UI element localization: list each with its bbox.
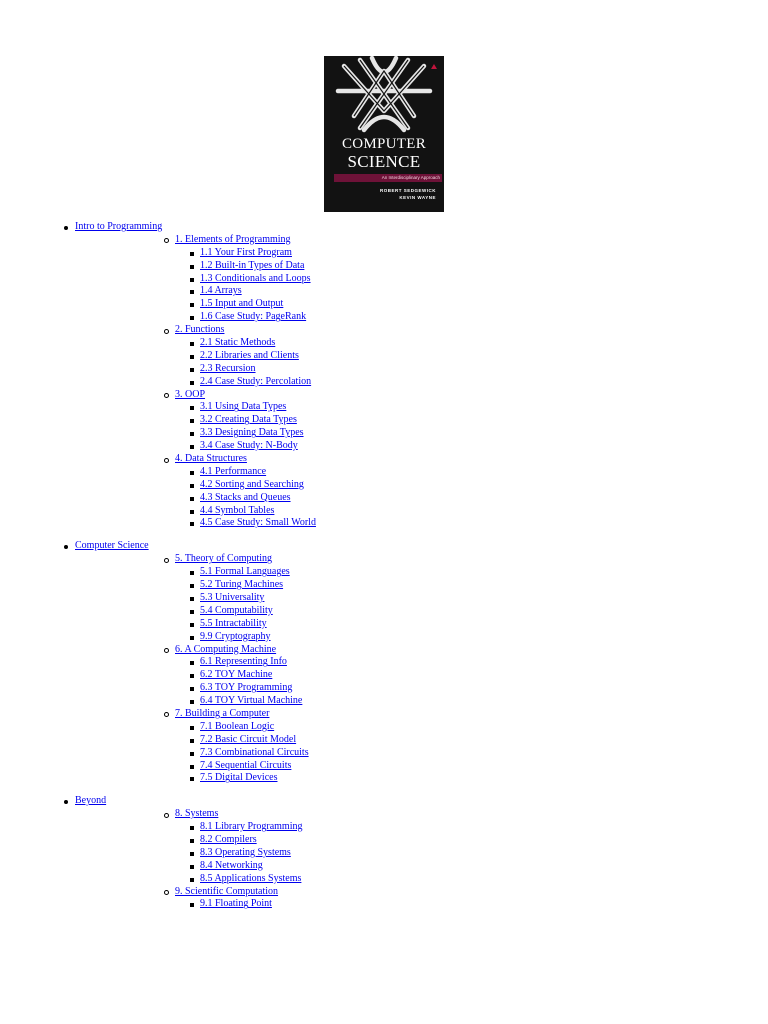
toc-section-list <box>75 721 768 785</box>
section-link[interactable]: 2.2 Libraries and Clients <box>200 349 299 361</box>
toc-section-list <box>75 247 768 324</box>
chapter-link[interactable]: 1. Elements of Programming <box>175 233 291 245</box>
toc-chapter <box>75 234 768 324</box>
toc-section <box>75 517 768 530</box>
toc-section <box>75 376 768 389</box>
square-bullet-icon <box>190 406 194 410</box>
square-bullet-icon <box>190 355 194 359</box>
toc-section <box>75 605 768 618</box>
cover-subtitle: An Interdisciplinary Approach <box>334 174 442 182</box>
toc-part-list <box>0 221 768 911</box>
section-link[interactable]: 8.4 Networking <box>200 859 263 871</box>
toc-chapter-list <box>0 234 768 530</box>
toc-section-list <box>75 401 768 453</box>
section-link[interactable]: 1.6 Case Study: PageRank <box>200 311 307 323</box>
toc-section <box>75 479 768 492</box>
circle-bullet-icon <box>164 648 169 653</box>
chapter-link[interactable]: 2. Functions <box>175 324 225 336</box>
circle-bullet-icon <box>164 458 169 463</box>
square-bullet-icon <box>190 278 194 282</box>
square-bullet-icon <box>190 903 194 907</box>
square-bullet-icon <box>190 597 194 601</box>
circle-bullet-icon <box>164 238 169 243</box>
cover-author-2: KEVIN WAYNE <box>399 195 436 200</box>
toc-section <box>75 298 768 311</box>
toc-section <box>75 566 768 579</box>
square-bullet-icon <box>190 290 194 294</box>
part-link[interactable]: Intro to Programming <box>75 221 163 232</box>
toc-section <box>75 427 768 440</box>
toc-section <box>75 466 768 479</box>
square-bullet-icon <box>190 510 194 514</box>
square-bullet-icon <box>190 726 194 730</box>
square-bullet-icon <box>190 316 194 320</box>
toc-section <box>75 631 768 644</box>
toc-section <box>75 363 768 376</box>
section-link[interactable]: 3.4 Case Study: N-Body <box>200 440 298 452</box>
square-bullet-icon <box>190 471 194 475</box>
section-link[interactable]: 2.1 Static Methods <box>200 337 276 349</box>
section-link[interactable]: 7.4 Sequential Circuits <box>200 759 292 771</box>
toc-section <box>75 337 768 350</box>
toc-section <box>75 273 768 286</box>
toc-section <box>75 734 768 747</box>
toc-section <box>75 505 768 518</box>
toc-section <box>75 618 768 631</box>
section-link[interactable]: 7.2 Basic Circuit Model <box>200 733 297 745</box>
toc-section <box>75 260 768 273</box>
section-link[interactable]: 5.5 Intractability <box>200 617 267 629</box>
table-of-contents <box>0 221 768 911</box>
circle-bullet-icon <box>164 558 169 563</box>
section-link[interactable]: 7.1 Boolean Logic <box>200 720 275 732</box>
toc-section <box>75 492 768 505</box>
section-link[interactable]: 4.2 Sorting and Searching <box>200 478 304 490</box>
chapter-link[interactable]: 7. Building a Computer <box>175 707 270 719</box>
circle-bullet-icon <box>164 329 169 334</box>
square-bullet-icon <box>190 623 194 627</box>
section-link[interactable]: 1.3 Conditionals and Loops <box>200 272 311 284</box>
square-bullet-icon <box>190 497 194 501</box>
square-bullet-icon <box>190 852 194 856</box>
section-link[interactable]: 4.3 Stacks and Queues <box>200 491 291 503</box>
circle-bullet-icon <box>164 712 169 717</box>
square-bullet-icon <box>190 571 194 575</box>
circle-bullet-icon <box>164 813 169 818</box>
toc-section-list <box>75 466 768 530</box>
section-link[interactable]: 1.5 Input and Output <box>200 298 284 310</box>
square-bullet-icon <box>190 687 194 691</box>
square-bullet-icon <box>190 252 194 256</box>
toc-chapter <box>75 553 768 643</box>
toc-section <box>75 721 768 734</box>
toc-section <box>75 414 768 427</box>
circle-bullet-icon <box>164 890 169 895</box>
section-link[interactable]: 3.2 Creating Data Types <box>200 414 297 426</box>
toc-section <box>75 440 768 453</box>
square-bullet-icon <box>190 700 194 704</box>
toc-section <box>75 898 768 911</box>
section-link[interactable]: 1.2 Built-in Types of Data <box>200 259 305 271</box>
square-bullet-icon <box>190 432 194 436</box>
part-spacer <box>0 785 768 795</box>
section-link[interactable]: 5.1 Formal Languages <box>200 566 290 578</box>
toc-section-list <box>75 566 768 643</box>
square-bullet-icon <box>190 661 194 665</box>
toc-chapter <box>75 324 768 388</box>
square-bullet-icon <box>190 584 194 588</box>
section-link[interactable]: 1.4 Arrays <box>200 285 242 297</box>
section-link[interactable]: 5.4 Computability <box>200 604 273 616</box>
section-link[interactable]: 7.3 Combinational Circuits <box>200 746 309 758</box>
part-link[interactable]: Computer Science <box>75 540 149 552</box>
section-link[interactable]: 1.1 Your First Program <box>200 246 292 258</box>
toc-section-list <box>75 337 768 389</box>
toc-section <box>75 873 768 886</box>
square-bullet-icon <box>190 674 194 678</box>
toc-section <box>75 401 768 414</box>
toc-chapter-list <box>0 808 768 911</box>
cover-title-line1: COMPUTER <box>341 136 427 152</box>
toc-section <box>75 247 768 260</box>
toc-section <box>75 285 768 298</box>
square-bullet-icon <box>190 368 194 372</box>
toc-section <box>75 592 768 605</box>
section-link[interactable]: 6.2 TOY Machine <box>200 669 273 681</box>
section-link[interactable]: 9.1 Floating Point <box>200 898 272 910</box>
section-link[interactable]: 8.5 Applications Systems <box>200 872 302 884</box>
disc-bullet-icon <box>64 545 68 549</box>
toc-section <box>75 656 768 669</box>
toc-section <box>75 847 768 860</box>
section-link[interactable]: 8.2 Compilers <box>200 833 257 845</box>
square-bullet-icon <box>190 265 194 269</box>
section-link[interactable]: 8.1 Library Programming <box>200 821 303 833</box>
part-spacer <box>0 530 768 540</box>
section-link[interactable]: 8.3 Operating Systems <box>200 846 291 858</box>
toc-chapter <box>75 644 768 708</box>
section-link[interactable]: 6.1 Representing Info <box>200 656 287 668</box>
cover-author-1: ROBERT SEDGEWICK <box>379 188 436 193</box>
section-link[interactable]: 3.1 Using Data Types <box>200 401 287 413</box>
section-link[interactable]: 4.5 Case Study: Small World <box>200 517 316 529</box>
section-link[interactable]: 3.3 Designing Data Types <box>200 427 304 439</box>
toc-section <box>75 760 768 773</box>
toc-section <box>75 834 768 847</box>
toc-section <box>75 747 768 760</box>
square-bullet-icon <box>190 419 194 423</box>
square-bullet-icon <box>190 752 194 756</box>
toc-part <box>0 221 768 540</box>
toc-section <box>75 682 768 695</box>
toc-section-list <box>75 821 768 885</box>
chapter-link[interactable]: 8. Systems <box>175 808 219 820</box>
toc-chapter <box>75 708 768 785</box>
section-link[interactable]: 4.4 Symbol Tables <box>200 504 275 516</box>
toc-section <box>75 669 768 682</box>
chapter-link[interactable]: 4. Data Structures <box>175 453 247 465</box>
square-bullet-icon <box>190 484 194 488</box>
toc-section <box>75 579 768 592</box>
toc-chapter <box>75 453 768 530</box>
section-link[interactable]: 4.1 Performance <box>200 465 267 477</box>
toc-chapter <box>75 808 768 885</box>
part-link[interactable]: Beyond <box>75 795 107 807</box>
square-bullet-icon <box>190 739 194 743</box>
cover-title-line2: SCIENCE <box>347 152 421 171</box>
square-bullet-icon <box>190 765 194 769</box>
circle-bullet-icon <box>164 393 169 398</box>
toc-section <box>75 772 768 785</box>
chapter-link[interactable]: 9. Scientific Computation <box>175 885 279 897</box>
square-bullet-icon <box>190 610 194 614</box>
cover-art <box>324 56 444 136</box>
square-bullet-icon <box>190 777 194 781</box>
disc-bullet-icon <box>64 800 68 804</box>
toc-chapter <box>75 389 768 453</box>
toc-section <box>75 350 768 363</box>
book-cover <box>324 56 444 212</box>
toc-chapter-list <box>0 553 768 785</box>
section-link[interactable]: 9.9 Cryptography <box>200 630 271 642</box>
square-bullet-icon <box>190 381 194 385</box>
disc-bullet-icon <box>64 226 68 230</box>
toc-section-list <box>75 656 768 708</box>
chapter-link[interactable]: 3. OOP <box>175 388 206 400</box>
chapter-link[interactable]: 6. A Computing Machine <box>175 643 277 655</box>
square-bullet-icon <box>190 636 194 640</box>
toc-section <box>75 821 768 834</box>
section-link[interactable]: 6.4 TOY Virtual Machine <box>200 695 303 707</box>
toc-section <box>75 860 768 873</box>
square-bullet-icon <box>190 878 194 882</box>
square-bullet-icon <box>190 522 194 526</box>
square-bullet-icon <box>190 826 194 830</box>
chapter-link[interactable]: 5. Theory of Computing <box>175 553 273 565</box>
section-link[interactable]: 5.2 Turing Machines <box>200 579 284 591</box>
section-link[interactable]: 7.5 Digital Devices <box>200 772 278 784</box>
toc-section <box>75 311 768 324</box>
section-link[interactable]: 6.3 TOY Programming <box>200 682 293 694</box>
toc-part <box>0 540 768 795</box>
toc-section <box>75 695 768 708</box>
square-bullet-icon <box>190 865 194 869</box>
square-bullet-icon <box>190 303 194 307</box>
toc-section-list <box>75 898 768 911</box>
square-bullet-icon <box>190 342 194 346</box>
toc-chapter <box>75 886 768 912</box>
square-bullet-icon <box>190 445 194 449</box>
section-link[interactable]: 5.3 Universality <box>200 591 265 603</box>
section-link[interactable]: 2.4 Case Study: Percolation <box>200 375 312 387</box>
square-bullet-icon <box>190 839 194 843</box>
toc-part <box>0 795 768 911</box>
section-link[interactable]: 2.3 Recursion <box>200 362 256 374</box>
